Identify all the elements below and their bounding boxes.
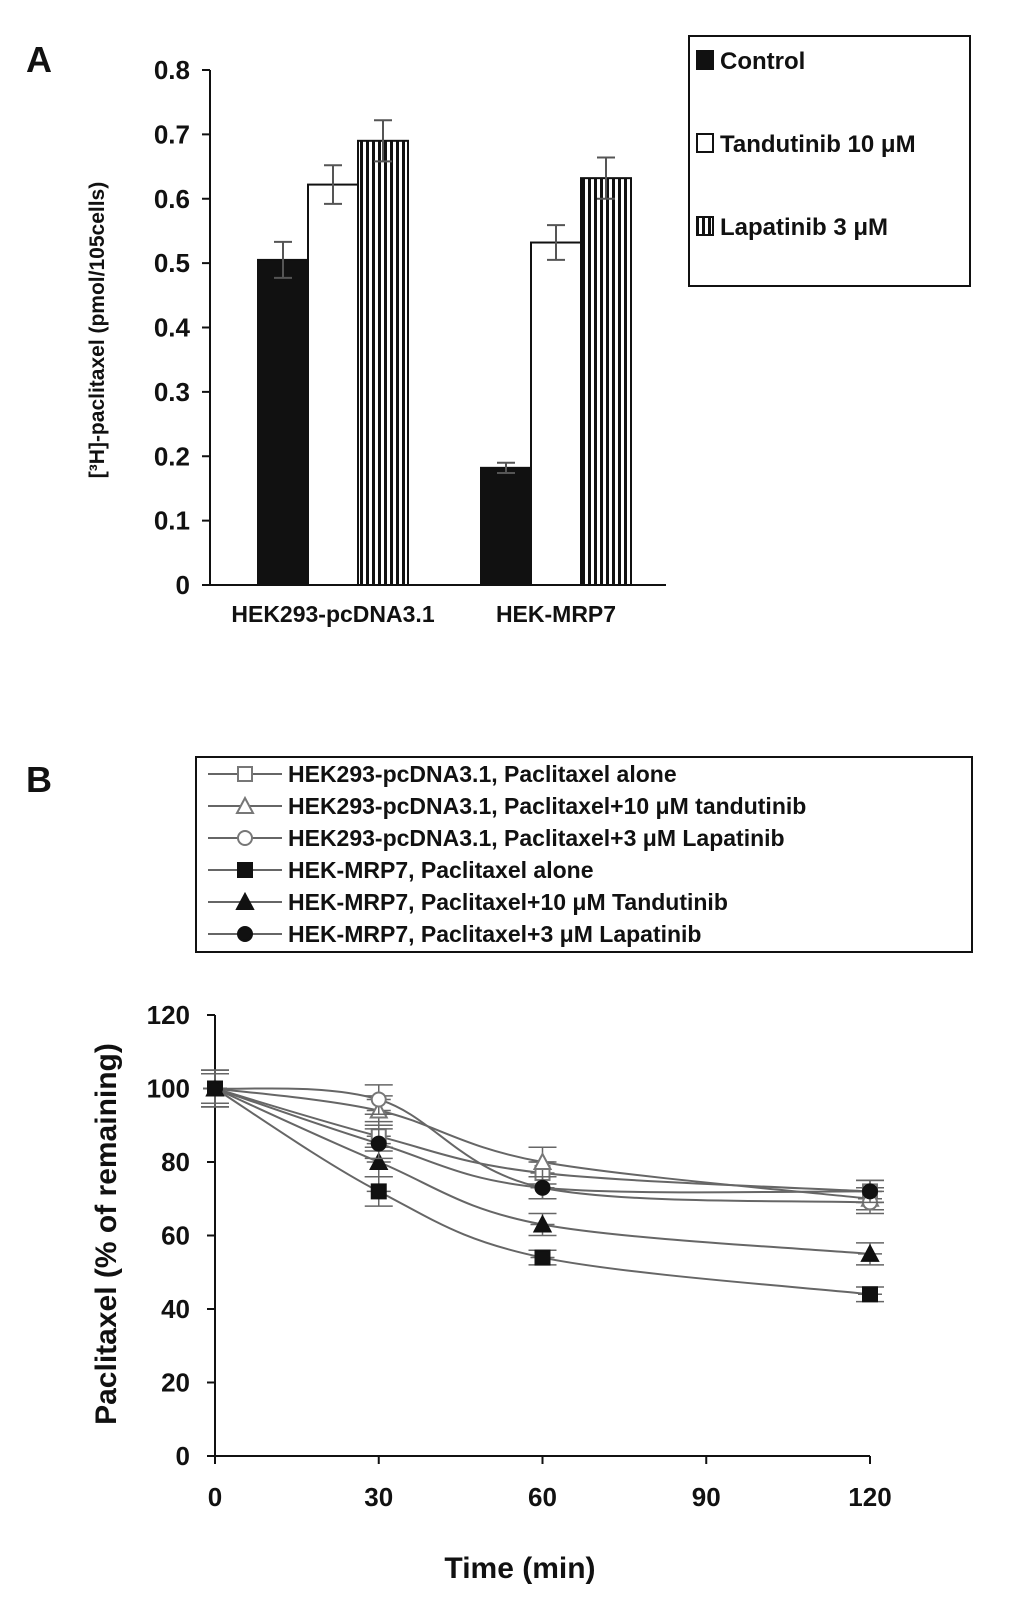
panel-a-legend-swatch <box>697 51 713 69</box>
panel-b-line-chart <box>26 757 972 1585</box>
panel-a-bar-chart <box>26 36 970 627</box>
panel-a-y-tick-label: 0 <box>175 570 190 600</box>
panel-b-marker-circle <box>536 1181 550 1195</box>
panel-b-y-tick-label: 20 <box>161 1367 190 1398</box>
panel-b-y-tick-label: 80 <box>161 1147 190 1177</box>
panel-b-legend <box>196 757 972 952</box>
panel-b-y-tick-label: 40 <box>161 1294 190 1324</box>
panel-a-bar <box>258 260 308 585</box>
panel-a-y-tick-label: 0.2 <box>153 441 190 472</box>
panel-b-x-tick-label: 120 <box>848 1482 892 1512</box>
panel-b-x-tick-label: 90 <box>691 1482 721 1512</box>
panel-a-letter: A <box>26 39 52 80</box>
panel-a-bar <box>531 243 581 585</box>
panel-b-y-tick-label: 120 <box>146 1000 190 1030</box>
panel-b-y-tick-label: 60 <box>161 1220 190 1251</box>
panel-b-marker-square <box>863 1287 877 1301</box>
panel-b-legend-label: HEK293-pcDNA3.1, Paclitaxel alone <box>288 761 677 787</box>
panel-b-y-tick-label: 100 <box>146 1073 190 1104</box>
panel-b-marker-circle <box>863 1184 877 1198</box>
panel-a-category-label: HEK-MRP7 <box>495 601 617 627</box>
panel-b-letter: B <box>26 759 52 800</box>
panel-a-y-tick-label: 0.8 <box>153 55 190 85</box>
panel-a-legend-label: Control <box>720 48 806 75</box>
panel-a-legend-swatch <box>697 217 713 235</box>
panel-a-legend-swatch <box>697 134 713 152</box>
panel-b-marker-square <box>536 1251 550 1265</box>
panel-a-category-label: HEK293-pcDNA3.1 <box>231 601 435 627</box>
panel-a-y-tick-label: 0.7 <box>153 119 190 150</box>
panel-a-y-tick-label: 0.4 <box>153 312 190 343</box>
panel-a-y-tick-label: 0.5 <box>153 248 190 279</box>
panel-a-y-tick-label: 0.6 <box>153 183 190 214</box>
panel-a-bar <box>481 468 531 585</box>
panel-b-x-tick-label: 30 <box>364 1482 394 1512</box>
panel-a-bar <box>581 178 631 585</box>
panel-a-bar <box>358 141 408 585</box>
panel-a-legend-label: Lapatinib 3 μM <box>720 214 889 241</box>
panel-b-marker-circle <box>208 1082 222 1096</box>
panel-b-marker-circle <box>372 1093 386 1107</box>
panel-b-x-axis-title: Time (min) <box>444 1552 596 1585</box>
panel-a-bar <box>308 185 358 585</box>
panel-a-legend <box>689 36 970 286</box>
panel-b-marker-circle <box>238 927 252 941</box>
panel-b-x-tick-label: 0 <box>207 1482 223 1512</box>
panel-b-y-tick-label: 0 <box>175 1441 190 1471</box>
panel-a-y-tick-label: 0.1 <box>153 505 190 536</box>
panel-b-marker-square <box>238 863 252 877</box>
panel-a-y-axis-title: [³H]-paclitaxel (pmol/105cells) <box>86 181 109 479</box>
panel-a-y-tick-label: 0.3 <box>153 376 190 407</box>
panel-b-legend-label: HEK-MRP7, Paclitaxel alone <box>288 857 594 883</box>
panel-b-legend-label: HEK293-pcDNA3.1, Paclitaxel+10 μM tandutinib <box>288 793 807 819</box>
panel-b-legend-label: HEK-MRP7, Paclitaxel+10 μM Tandutinib <box>288 889 728 915</box>
panel-b-legend-label: HEK293-pcDNA3.1, Paclitaxel+3 μM Lapatinib <box>288 825 785 851</box>
panel-a-legend-label: Tandutinib 10 μM <box>720 131 916 158</box>
panel-b-marker-square <box>238 767 252 781</box>
panel-b-legend-label: HEK-MRP7, Paclitaxel+3 μM Lapatinib <box>288 921 702 947</box>
panel-b-marker-square <box>372 1184 386 1198</box>
panel-b-marker-circle <box>372 1137 386 1151</box>
panel-b-x-tick-label: 60 <box>528 1482 557 1512</box>
panel-b-y-axis-title: Paclitaxel (% of remaining) <box>90 1043 123 1425</box>
panel-b-marker-circle <box>238 831 252 845</box>
